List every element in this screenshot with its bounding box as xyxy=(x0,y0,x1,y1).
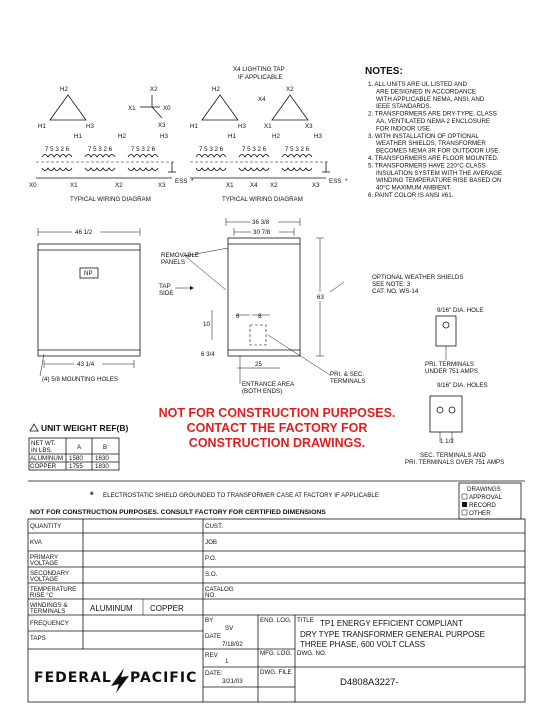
sec-terminals-label-2: PRI. TERMINALS OVER 751 AMPS xyxy=(405,459,505,466)
bottom2-x4: X4 xyxy=(250,182,258,189)
front-enclosure xyxy=(38,244,140,356)
temperature-label-2: RISE °C xyxy=(30,592,54,599)
coil2-h2: H2 xyxy=(272,133,280,140)
hole-label-2: 9/16" DIA. HOLES xyxy=(437,382,488,389)
h3-label-2: H3 xyxy=(238,123,246,130)
note-line: AA, VENTILATED NEMA 2 ENCLOSURE xyxy=(376,118,491,125)
weight-aluminum-a: 1580 xyxy=(69,455,83,462)
date2-value: 3/21/03 xyxy=(222,678,243,685)
notes-lines xyxy=(368,81,502,199)
copper-option: COPPER xyxy=(150,604,184,613)
front-width-dim: 46 1/2 xyxy=(75,229,93,236)
h2-label: H2 xyxy=(60,86,68,93)
tap-side-label-1: TAP xyxy=(159,283,171,290)
secondary-delta-symbol xyxy=(272,95,308,120)
temperature-label-1: TEMPERATURE xyxy=(30,586,77,593)
kva-label: KVA xyxy=(30,539,42,546)
eng-log-label: ENG. LOG. xyxy=(260,617,292,624)
pri-sec-label-2: TERMINALS xyxy=(330,378,366,385)
removable-panels-label-2: PANELS xyxy=(161,259,185,266)
primary-label-2: VOLTAGE xyxy=(30,560,59,567)
coil-h2-label: H2 xyxy=(118,133,126,140)
date2-label: DATE: xyxy=(205,670,223,677)
dim-6-34: 6 3/4 xyxy=(201,351,215,358)
terminal-spacing-dim: 1 1/2 xyxy=(440,438,454,445)
aluminum-option: ALUMINUM xyxy=(90,604,133,613)
primary-coils xyxy=(42,155,158,158)
windings-label-1: WINDINGS & xyxy=(30,602,68,609)
rev-value: 1 xyxy=(225,658,229,665)
dim-25: 25 xyxy=(255,361,262,368)
lighting-tap-label: X4 LIGHTING TAP xyxy=(233,66,285,73)
sec-terminals-label-1: SEC. TERMINALS AND xyxy=(420,452,486,459)
primary-delta-symbol xyxy=(50,95,86,120)
warning-line-3: CONSTRUCTION DRAWINGS. xyxy=(188,436,366,450)
pri-terminals-label-2: UNDER 751 AMPS xyxy=(425,368,478,375)
terminal-details xyxy=(405,307,504,466)
approval-checkbox[interactable] xyxy=(462,494,467,499)
tap2-numbers-2: 7 5 3 2 6 xyxy=(242,146,267,153)
weather-shields-label-1: OPTIONAL WEATHER SHIELDS xyxy=(372,274,464,281)
title-label: TITLE xyxy=(297,617,314,624)
federal-pacific-logo xyxy=(34,668,197,693)
if-applicable-label: IF APPLICABLE xyxy=(238,74,283,81)
record-label: RECORD xyxy=(469,502,496,509)
dim-6: 6 xyxy=(236,313,240,320)
date-value: 7/18/02 xyxy=(222,641,243,648)
po-label: P.O. xyxy=(205,555,217,562)
weight-head-1: NET WT. xyxy=(31,440,56,447)
shield-footnote: ELECTROSTATIC SHIELD GROUNDED TO TRANSFORMER CASE AT FACTORY IF APPLICABLE xyxy=(103,492,379,499)
note-line: WINDING TEMPERATURE RISE BASED ON xyxy=(376,177,502,185)
tap-numbers-2: 7 5 3 2 6 xyxy=(88,146,113,153)
dim-10: 10 xyxy=(203,321,210,328)
job-label: JOB xyxy=(205,539,218,546)
x2-label: X2 xyxy=(150,86,158,93)
h2-label-2: H2 xyxy=(212,86,220,93)
logo-text-left: FEDERAL xyxy=(34,670,112,686)
windings-label-2: TERMINALS xyxy=(30,608,66,615)
entrance-area-label-2: (BOTH ENDS) xyxy=(242,388,283,395)
side-enclosure xyxy=(228,238,300,356)
removable-panels-label-1: REMOVABLE xyxy=(161,252,200,259)
ess-label-2: ESS xyxy=(329,178,342,185)
by-value: SV xyxy=(225,625,234,632)
notes-block xyxy=(365,66,502,199)
title-line-1: TP1 ENERGY EFFICIENT COMPLIANT xyxy=(320,619,463,628)
cust-label: CUST. xyxy=(205,523,223,530)
warning-line-1: NOT FOR CONSTRUCTION PURPOSES. xyxy=(158,406,396,420)
mounting-holes-label: (4) 5/8 MOUNTING HOLES xyxy=(42,376,118,383)
side-view xyxy=(159,217,463,395)
primary-label-1: PRIMARY xyxy=(30,554,59,561)
note-line: 5. TRANSFORMERS HAVE 220°C CLASS xyxy=(368,162,486,170)
quantity-label: QUANTITY xyxy=(30,523,62,530)
footnote-asterisk: * xyxy=(90,490,94,500)
h1-label-2: H1 xyxy=(190,123,198,130)
tap2-numbers-1: 7 5 3 2 6 xyxy=(199,146,224,153)
record-checkbox[interactable] xyxy=(462,502,467,507)
x1-label: X1 xyxy=(128,105,136,112)
weight-row-aluminum: ALUMINUM xyxy=(30,455,64,462)
x0-label: X0 xyxy=(163,105,171,112)
entrance-area xyxy=(250,325,266,345)
dwg-no-label: DWG. NO. xyxy=(297,650,327,657)
weight-col-a: A xyxy=(77,444,82,451)
note-line: 1. ALL UNITS ARE UL LISTED AND xyxy=(368,81,467,88)
note-line: BECOMES NEMA 3R FOR OUTDOOR USE. xyxy=(376,147,501,155)
weight-col-b: B xyxy=(103,444,108,451)
mfg-log-label: MFG. LOG. xyxy=(260,650,292,657)
so-label: S.O. xyxy=(205,571,218,578)
front-depth-dim: 43 1/4 xyxy=(77,361,95,368)
secondary-coils xyxy=(42,168,158,171)
bottom-x0-label: X0 xyxy=(29,182,37,189)
weight-table xyxy=(29,423,129,470)
drawing-number: D4808A3227- xyxy=(340,677,399,688)
x1-label-2: X1 xyxy=(264,123,272,130)
bottom-x2-label: X2 xyxy=(115,182,123,189)
date-label: DATE xyxy=(205,633,222,640)
tap-side-label-2: SIDE xyxy=(159,290,174,297)
weather-shields-label-3: CAT. NO. WS-14 xyxy=(372,288,419,295)
dwg-file-label: DWG. FILE xyxy=(260,669,292,676)
entrance-area-label-1: ENTRANCE AREA xyxy=(242,381,295,388)
drawings-title: DRAWINGS xyxy=(467,486,501,493)
dim-8: 8 xyxy=(258,313,262,320)
x2-label-2: X2 xyxy=(286,86,294,93)
catalog-label-2: NO. xyxy=(205,592,217,599)
bottom-x1-label: X1 xyxy=(70,182,78,189)
by-label: BY xyxy=(205,617,214,624)
ess-asterisk: * xyxy=(191,178,194,185)
side-width-outer: 36 3/8 xyxy=(252,219,270,226)
note-line: FOR INDOOR USE. xyxy=(376,125,432,133)
logo-text-right: PACIFIC xyxy=(130,670,198,686)
nameplate-label: NP xyxy=(84,270,93,277)
bottom2-x3: X3 xyxy=(312,182,320,189)
other-checkbox[interactable] xyxy=(462,510,467,515)
coil-h3-label: H3 xyxy=(160,133,168,140)
weight-table-title: UNIT WEIGHT REF(B) xyxy=(41,423,129,433)
note-line: INSULATION SYSTEM WITH THE AVERAGE xyxy=(376,169,503,177)
coil2-h1: H1 xyxy=(228,133,236,140)
note-line: 2. TRANSFORMERS ARE DRY-TYPE, CLASS xyxy=(368,110,497,118)
construction-warning xyxy=(159,406,396,450)
side-height-dim: 63 xyxy=(317,294,324,301)
pri-sec-label-1: PRI. & SEC. xyxy=(330,371,365,378)
approval-label: APPROVAL xyxy=(469,494,502,501)
tap-numbers-3: 7 5 3 2 6 xyxy=(131,146,156,153)
title-line-3: THREE PHASE, 600 VOLT CLASS xyxy=(300,640,426,649)
tap-numbers-1: 7 5 3 2 6 xyxy=(45,146,70,153)
weight-copper-b: 1830 xyxy=(95,463,109,470)
ess-asterisk-2: * xyxy=(345,178,348,185)
weight-copper-a: 1755 xyxy=(69,463,83,470)
h3-label: H3 xyxy=(86,123,94,130)
weight-row-copper: COPPER xyxy=(30,463,57,470)
front-view xyxy=(38,227,140,383)
lightning-bolt-icon xyxy=(111,668,129,693)
diagram-2-caption: TYPICAL WIRING DIAGRAM xyxy=(222,196,303,203)
x3-label-2: X3 xyxy=(305,123,313,130)
bottom2-x2: X2 xyxy=(270,182,278,189)
weight-head-2: IN LBS. xyxy=(31,447,53,454)
catalog-label-1: CATALOG xyxy=(205,586,234,593)
wiring-diagram-1 xyxy=(29,86,194,203)
note-line: WITH APPLICABLE NEMA, ANSI, AND xyxy=(376,95,485,103)
title-line-2: DRY TYPE TRANSFORMER GENERAL PURPOSE xyxy=(300,630,485,639)
secondary-label-1: SECONDARY xyxy=(30,570,70,577)
note-line: IEEE STANDARDS. xyxy=(376,103,432,111)
coil-h1-label: H1 xyxy=(74,133,82,140)
sec-terminal-hole-2 xyxy=(449,407,455,413)
taps-label: TAPS xyxy=(30,635,46,642)
warning-triangle-icon xyxy=(30,424,38,431)
certified-dims-banner: NOT FOR CONSTRUCTION PURPOSES. CONSULT FACTORY FOR CERTIFIED DIMENSIONS xyxy=(30,509,326,516)
side-width-inner: 30 7/8 xyxy=(253,229,271,236)
wiring-diagram-2 xyxy=(190,66,348,203)
warning-line-2: CONTACT THE FACTORY FOR xyxy=(186,421,368,435)
pri-terminals-label-1: PRI. TERMINALS xyxy=(425,361,475,368)
coil2-h3: H3 xyxy=(314,133,322,140)
frequency-label: FREQUENCY xyxy=(30,620,69,627)
note-line: 40°C MAXIMUM AMBIENT. xyxy=(376,184,452,192)
diagram-1-caption: TYPICAL WIRING DIAGRAM xyxy=(70,196,151,203)
ess-label: ESS xyxy=(175,178,188,185)
note-line: ARE DESIGNED IN ACCORDANCE xyxy=(376,88,477,96)
weather-shields-label-2: SEE NOTE: 3 xyxy=(372,281,411,288)
notes-title: NOTES: xyxy=(365,66,403,77)
rev-label: REV xyxy=(205,652,218,659)
note-line: 6. PAINT COLOR IS ANSI #61. xyxy=(368,192,454,199)
sec-terminal-hole-1 xyxy=(437,407,443,413)
secondary-label-2: VOLTAGE xyxy=(30,576,59,583)
sec-terminal-pad xyxy=(430,396,462,432)
title-block xyxy=(28,481,525,702)
other-label: OTHER xyxy=(469,510,491,517)
pri-terminal-hole xyxy=(443,322,449,328)
note-line: WEATHER SHIELDS, TRANSFORMER xyxy=(376,140,486,148)
tap2-numbers-3: 7 5 3 2 6 xyxy=(285,146,310,153)
h1-label: H1 xyxy=(38,123,46,130)
weight-aluminum-b: 1630 xyxy=(95,455,109,462)
x3-label: X3 xyxy=(158,122,166,129)
bottom2-x1: X1 xyxy=(226,182,234,189)
primary-delta-symbol-2 xyxy=(202,95,238,120)
x4-label: X4 xyxy=(258,96,266,103)
pri-terminal-pad xyxy=(436,316,456,346)
note-line: 4. TRANSFORMERS ARE FLOOR MOUNTED. xyxy=(368,155,499,162)
note-line: 3. WITH INSTALLATION OF OPTIONAL xyxy=(368,132,479,140)
hole-label-1: 9/16" DIA. HOLE xyxy=(437,307,484,314)
bottom-x3-label: X3 xyxy=(158,182,166,189)
